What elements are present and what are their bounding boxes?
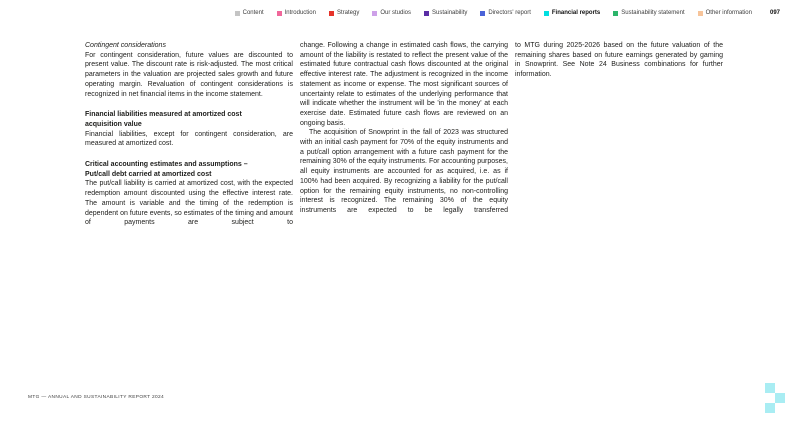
introduction-color-square-icon: [277, 11, 282, 16]
nav-item-sustainability[interactable]: [424, 10, 467, 16]
nav-item-our-studios[interactable]: [372, 10, 411, 16]
nav-item-sustainability-statement[interactable]: [613, 10, 684, 16]
nav-item-label: Directors' report: [488, 10, 531, 16]
nav-item-other-information[interactable]: [698, 10, 752, 16]
nav-item-label: Strategy: [336, 10, 360, 16]
mtg-logo-square: [775, 393, 785, 403]
our-studios-color-square-icon: [372, 11, 377, 16]
body-paragraph: The put/call liability is carried at amortized cost, with the expected redemption amount discounted using the effective interest rate. The amount is variable and the timing of the redemption is dependent on future events, so estimates of the timing and amount of payments are subject to: [85, 180, 293, 227]
sustainability-color-square-icon: [424, 11, 429, 16]
sustainability-statement-color-square-icon: [613, 11, 618, 16]
nav-item-label: Sustainability statement: [621, 10, 685, 16]
mtg-logo-square: [765, 383, 775, 393]
top-navigation: [0, 10, 780, 16]
body-paragraph: Financial liabilities, except for contingent consideration, are measured at amortized cost.: [85, 130, 293, 148]
nav-item-label: Other information: [705, 10, 752, 16]
article-columns: [85, 41, 723, 228]
nav-item-introduction[interactable]: [277, 10, 316, 16]
nav-item-content[interactable]: [235, 10, 264, 16]
body-paragraph: change. Following a change in estimated cash flows, the carrying amount of the liability is restated to reflect the present value of the estimated future contractual cash flows discounted at the original effective interest rate. The adjustment is recognized in the income statement as income or expense. The most significant sources of uncertainty relate to estimates of the underlying performance that will indicate whether the instrument will be 'in the money' at each exercise date. Estimated future cash flows are reviewed on an ongoing basis.: [300, 42, 508, 127]
nav-item-label: Our studios: [380, 10, 412, 16]
report-footer-text: MTG — ANNUAL AND SUSTAINABILITY REPORT 2024: [28, 395, 165, 400]
bold-heading: [85, 160, 293, 179]
bold-heading-line: Financial liabilities measured at amortized cost: [85, 111, 242, 119]
text-column-1: [85, 41, 293, 228]
bold-heading-line: Critical accounting estimates and assumptions –: [85, 161, 248, 169]
nav-item-financial-reports[interactable]: [544, 10, 600, 16]
italic-subheading: Contingent considerations: [85, 42, 166, 49]
body-paragraph: For contingent consideration, future values are discounted to present value. The discount rate is risk-adjusted. The most critical parameters in the valuation are projected sales growth and future operating margin. Revaluation of contingent considerations is recognized in net financial items in the income statement.: [85, 51, 293, 98]
text-column-2: [300, 41, 508, 228]
bold-heading-line: Put/call debt carried at amortized cost: [85, 170, 212, 178]
mtg-logo-square: [765, 403, 775, 413]
body-paragraph: to MTG during 2025-2026 based on the future valuation of the remaining shares based on future earnings generated by gaming in Snowprint. See Note 24 Business combinations for further information.: [515, 42, 723, 79]
bold-heading-line: acquisition value: [85, 120, 142, 128]
strategy-color-square-icon: [329, 11, 334, 16]
page-number: 097: [769, 10, 780, 16]
financial-reports-color-square-icon: [544, 11, 549, 16]
nav-item-label: Introduction: [284, 10, 316, 16]
directors-report-color-square-icon: [480, 11, 485, 16]
nav-item-label: Sustainability: [432, 10, 468, 16]
text-column-3: [515, 41, 723, 228]
bold-heading: [85, 110, 293, 129]
nav-item-strategy[interactable]: [329, 10, 359, 16]
content-color-square-icon: [235, 11, 240, 16]
nav-item-label: Financial reports: [551, 10, 601, 16]
other-information-color-square-icon: [698, 11, 703, 16]
mtg-step-logo: [765, 383, 785, 413]
nav-item-label: Content: [242, 10, 264, 16]
nav-item-directors-report[interactable]: [480, 10, 531, 16]
body-paragraph: The acquisition of Snowprint in the fall of 2023 was structured with an initial cash payment for 70% of the equity instruments and a put/call option arrangement with a future cash payment for the remaining 30% of the equity instruments. For accounting purposes, all equity instruments are accounted for as acquired, i.e. as if 100% had been acquired. By recognizing a liability for the put/call option for the remaining equity instruments, no non-controlling interest is recognized. The remaining 30% of the equity instruments are expected to be legally transferred: [300, 129, 508, 214]
